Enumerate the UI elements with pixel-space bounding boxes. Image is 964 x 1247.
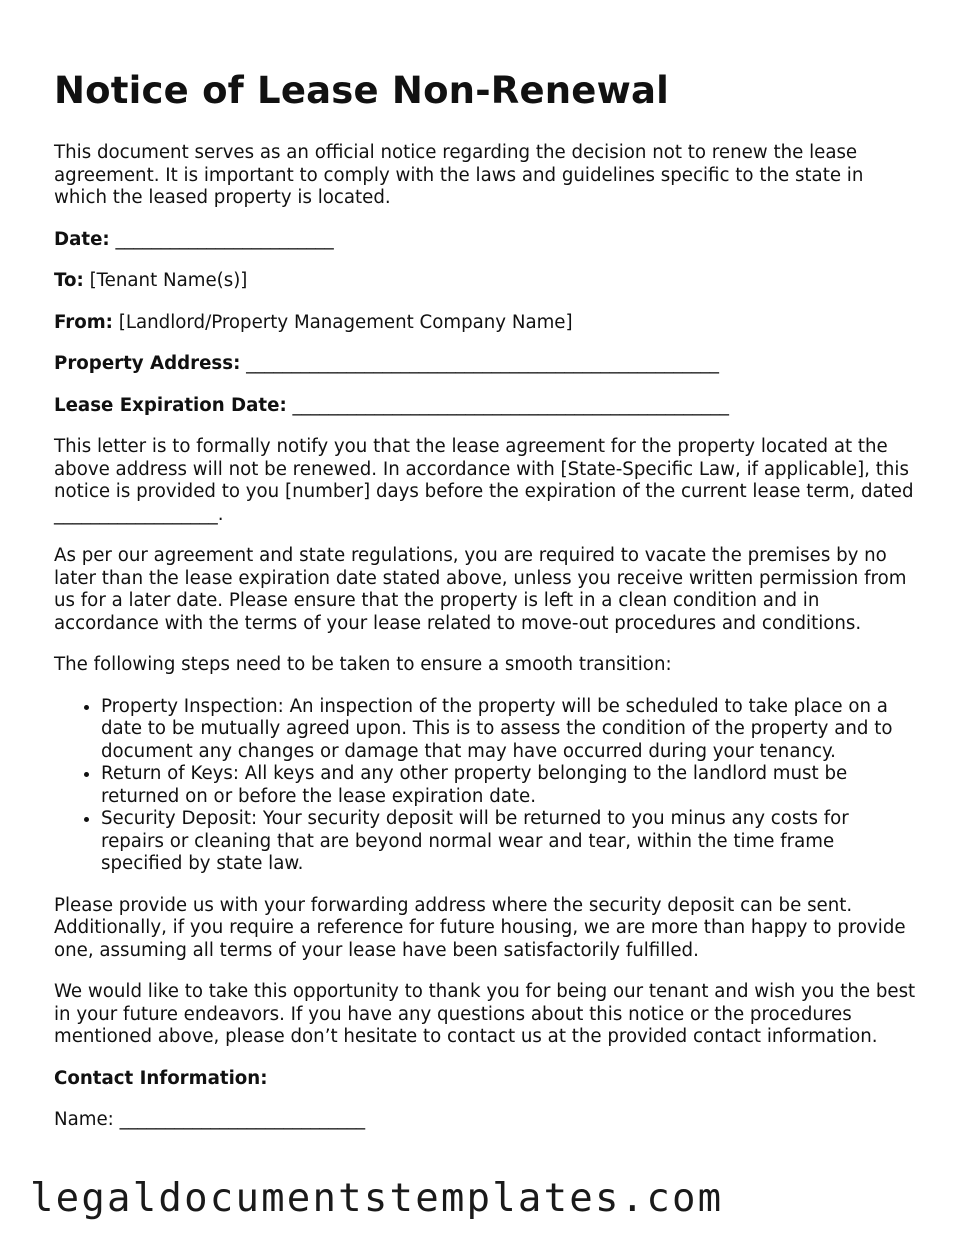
forwarding-paragraph: Please provide us with your forwarding address where the security deposit can be sent. Additionally, if you require a reference for future housing, we are more than happy to provide one, assuming all terms of your lease have been satisfactorily fulfilled.	[54, 894, 906, 961]
list-item: • Property Inspection: An inspection of the property will be scheduled to take place on a date to be mutually agreed upon. This is to assess the condition of the property and to document any changes or damage that may have occurred during your tenancy.	[101, 696, 916, 764]
contact-heading-row	[54, 1068, 916, 1091]
list-item: • Return of Keys: All keys and any other property belonging to the landlord must be returned on or before the lease expiration date.	[101, 763, 916, 808]
property-address-blank: ____________________________________________________	[246, 353, 720, 374]
property-address-label: Property Address:	[54, 353, 241, 374]
date-field	[54, 229, 916, 252]
document-title: Notice of Lease Non-Renewal	[54, 69, 670, 112]
vacate-paragraph: As per our agreement and state regulations, you are required to vacate the premises by no later than the lease expiration date stated above, unless you receive written permission from us for a later date. Please ensure that the property is left in a clean condition and in accordance with the terms of your lease related to move-out procedures and conditions.	[54, 545, 907, 634]
steps-intro: The following steps need to be taken to ensure a smooth transition:	[54, 654, 672, 675]
property-address-field	[54, 353, 916, 376]
tenant-name-placeholder: [Tenant Name(s)]	[89, 270, 248, 291]
contact-heading: Contact Information:	[54, 1067, 268, 1089]
watermark-text: legaldocumentstemplates.com	[30, 1176, 724, 1221]
list-item: • Security Deposit: Your security deposit will be returned to you minus any costs for repairs or cleaning that are beyond normal wear and tear, within the time frame specified by state law.	[101, 808, 916, 876]
date-label: Date:	[54, 228, 110, 250]
intro-paragraph: This document serves as an official notice regarding the decision not to renew the lease agreement. It is important to comply with the laws and guidelines specific to the state in which the leased property is located.	[54, 142, 864, 208]
thanks-paragraph: We would like to take this opportunity to thank you for being our tenant and wish you the best in your future endeavors. If you have any questions about this notice or the procedures mentioned above, please don’t hesitate to contact us at the provided contact information.	[54, 981, 916, 1047]
to-label: To:	[54, 270, 84, 291]
contact-name-label: Name:	[54, 1109, 114, 1130]
notice-paragraph: This letter is to formally notify you that the lease agreement for the property located at the above address will not be renewed. In accordance with [State-Specific Law, if applicable], this notice is provided to you [number] days before the expiration of the current lease term, dated __________________.	[54, 436, 914, 525]
landlord-name-placeholder: [Landlord/Property Management Company Name]	[118, 311, 573, 333]
to-field	[54, 270, 916, 293]
lease-expiration-blank: ________________________________________________	[292, 394, 730, 416]
steps-list	[54, 696, 916, 876]
lease-expiration-label: Lease Expiration Date:	[54, 394, 287, 416]
contact-name-blank: ___________________________	[119, 1109, 366, 1130]
from-field	[54, 312, 916, 335]
lease-expiration-field	[54, 395, 916, 418]
from-label: From:	[54, 311, 113, 333]
document-page	[54, 66, 916, 1151]
date-blank: ________________________	[115, 228, 334, 250]
contact-name-field	[54, 1109, 916, 1132]
